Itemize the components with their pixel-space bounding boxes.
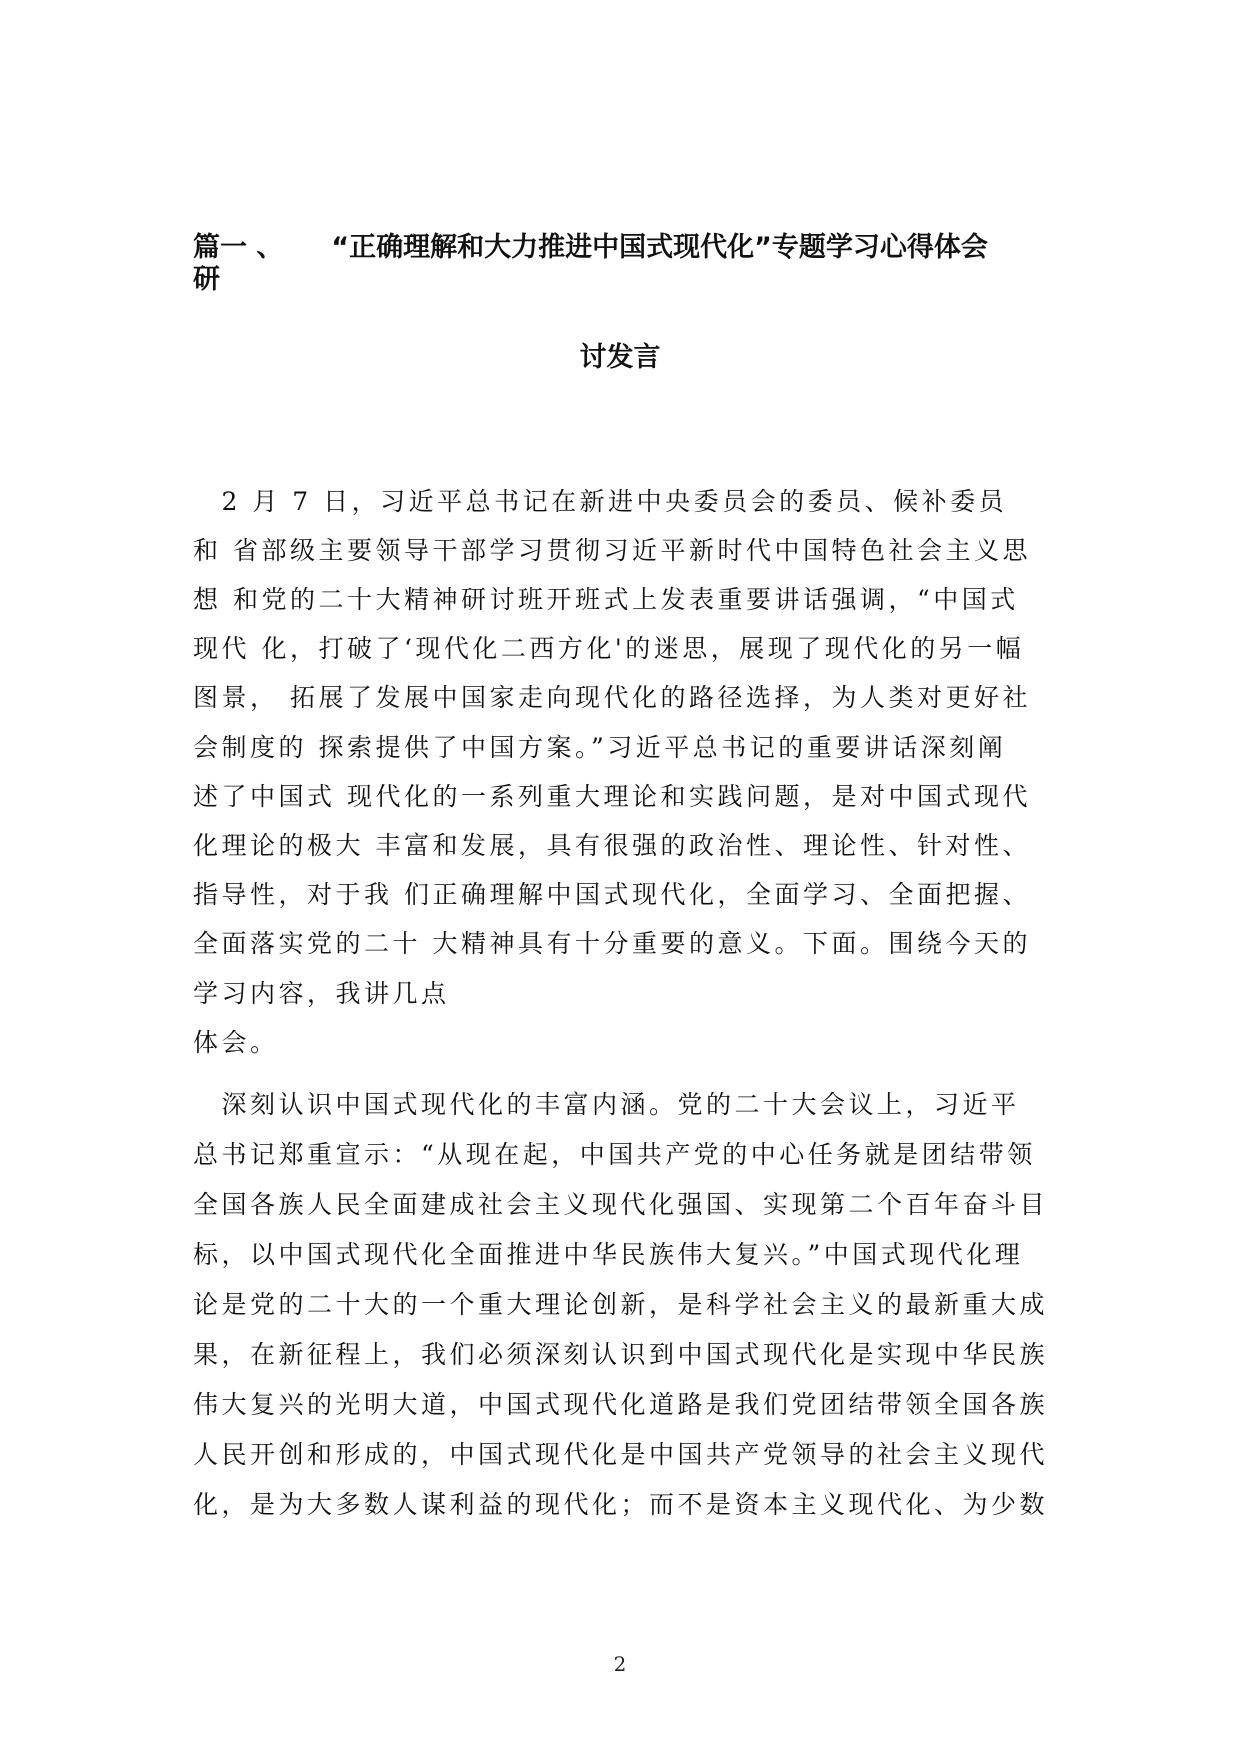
paragraph-2-line: 果，在新征程上，我们必须深刻认识到中国式现代化是实现中华民族	[193, 1340, 1049, 1369]
paragraph-1-line: 指导性，对于我 们正确理解中国式现代化，全面学习、全面把握、	[193, 880, 1031, 909]
paragraph-1-line: 现代 化，打破了‘现代化二西方化'的迷思，展现了现代化的另一幅	[193, 634, 1025, 663]
paragraph-2-line: 全国各族人民全面建成社会主义现代化强国、实现第二个百年奋斗目	[193, 1190, 1049, 1219]
document-title	[193, 232, 1053, 264]
paragraph-2-line: 标，以中国式现代化全面推进中华民族伟大复兴。”中国式现代化理	[193, 1240, 1024, 1269]
paragraph-1-line: 述了中国式 现代化的一系列重大理论和实践问题，是对中国式现代	[193, 782, 1031, 811]
page-number: 2	[613, 1652, 627, 1676]
title-tail: 研	[193, 264, 220, 295]
paragraph-2-line: 化，是为大多数人谋利益的现代化；而不是资本主义现代化、为少数	[193, 1490, 1049, 1519]
paragraph-1-line: 体会。	[193, 1028, 279, 1057]
title-prefix: 篇一 、	[193, 232, 284, 263]
paragraph-2-line: 人民开创和形成的，中国式现代化是中国共产党领导的社会主义现代	[193, 1440, 1049, 1469]
paragraph-2-line: 论是党的二十大的一个重大理论创新，是科学社会主义的最新重大成	[193, 1290, 1049, 1319]
paragraph-1-line: 和 省部级主要领导干部学习贯彻习近平新时代中国特色社会主义思	[193, 536, 1031, 565]
title-second-line: 讨发言	[579, 342, 661, 373]
paragraph-1-line: 化理论的极大 丰富和发展，具有很强的政治性、理论性、针对性、	[193, 831, 1031, 860]
paragraph-1-line: 2 月 7 日，习近平总书记在新进中央委员会的委员、候补委员	[193, 487, 1008, 516]
paragraph-1-line: 全面落实党的二十 大精神具有十分重要的意义。下面。围绕今天的	[193, 929, 1031, 958]
paragraph-1-line: 会制度的 探索提供了中国方案。”习近平总书记的重要讲话深刻阐	[193, 733, 1007, 762]
paragraph-1-line: 图景， 拓展了发展中国家走向现代化的路径选择，为人类对更好社	[193, 683, 1031, 712]
paragraph-1-line: 学习内容，我讲几点	[193, 979, 450, 1008]
paragraph-2-line: 伟大复兴的光明大道，中国式现代化道路是我们党团结带领全国各族	[193, 1390, 1049, 1419]
paragraph-2-line: 深刻认识中国式现代化的丰富内涵。党的二十大会议上，习近平	[193, 1090, 1020, 1119]
paragraph-1-line: 想 和党的二十大精神研讨班开班式上发表重要讲话强调，“中国式	[193, 585, 1019, 614]
title-main: “正确理解和大力推进中国式现代化”专题学习心得体会	[331, 232, 988, 263]
paragraph-2-line: 总书记郑重宣示：“从现在起，中国共产党的中心任务就是团结带领	[193, 1140, 1036, 1169]
